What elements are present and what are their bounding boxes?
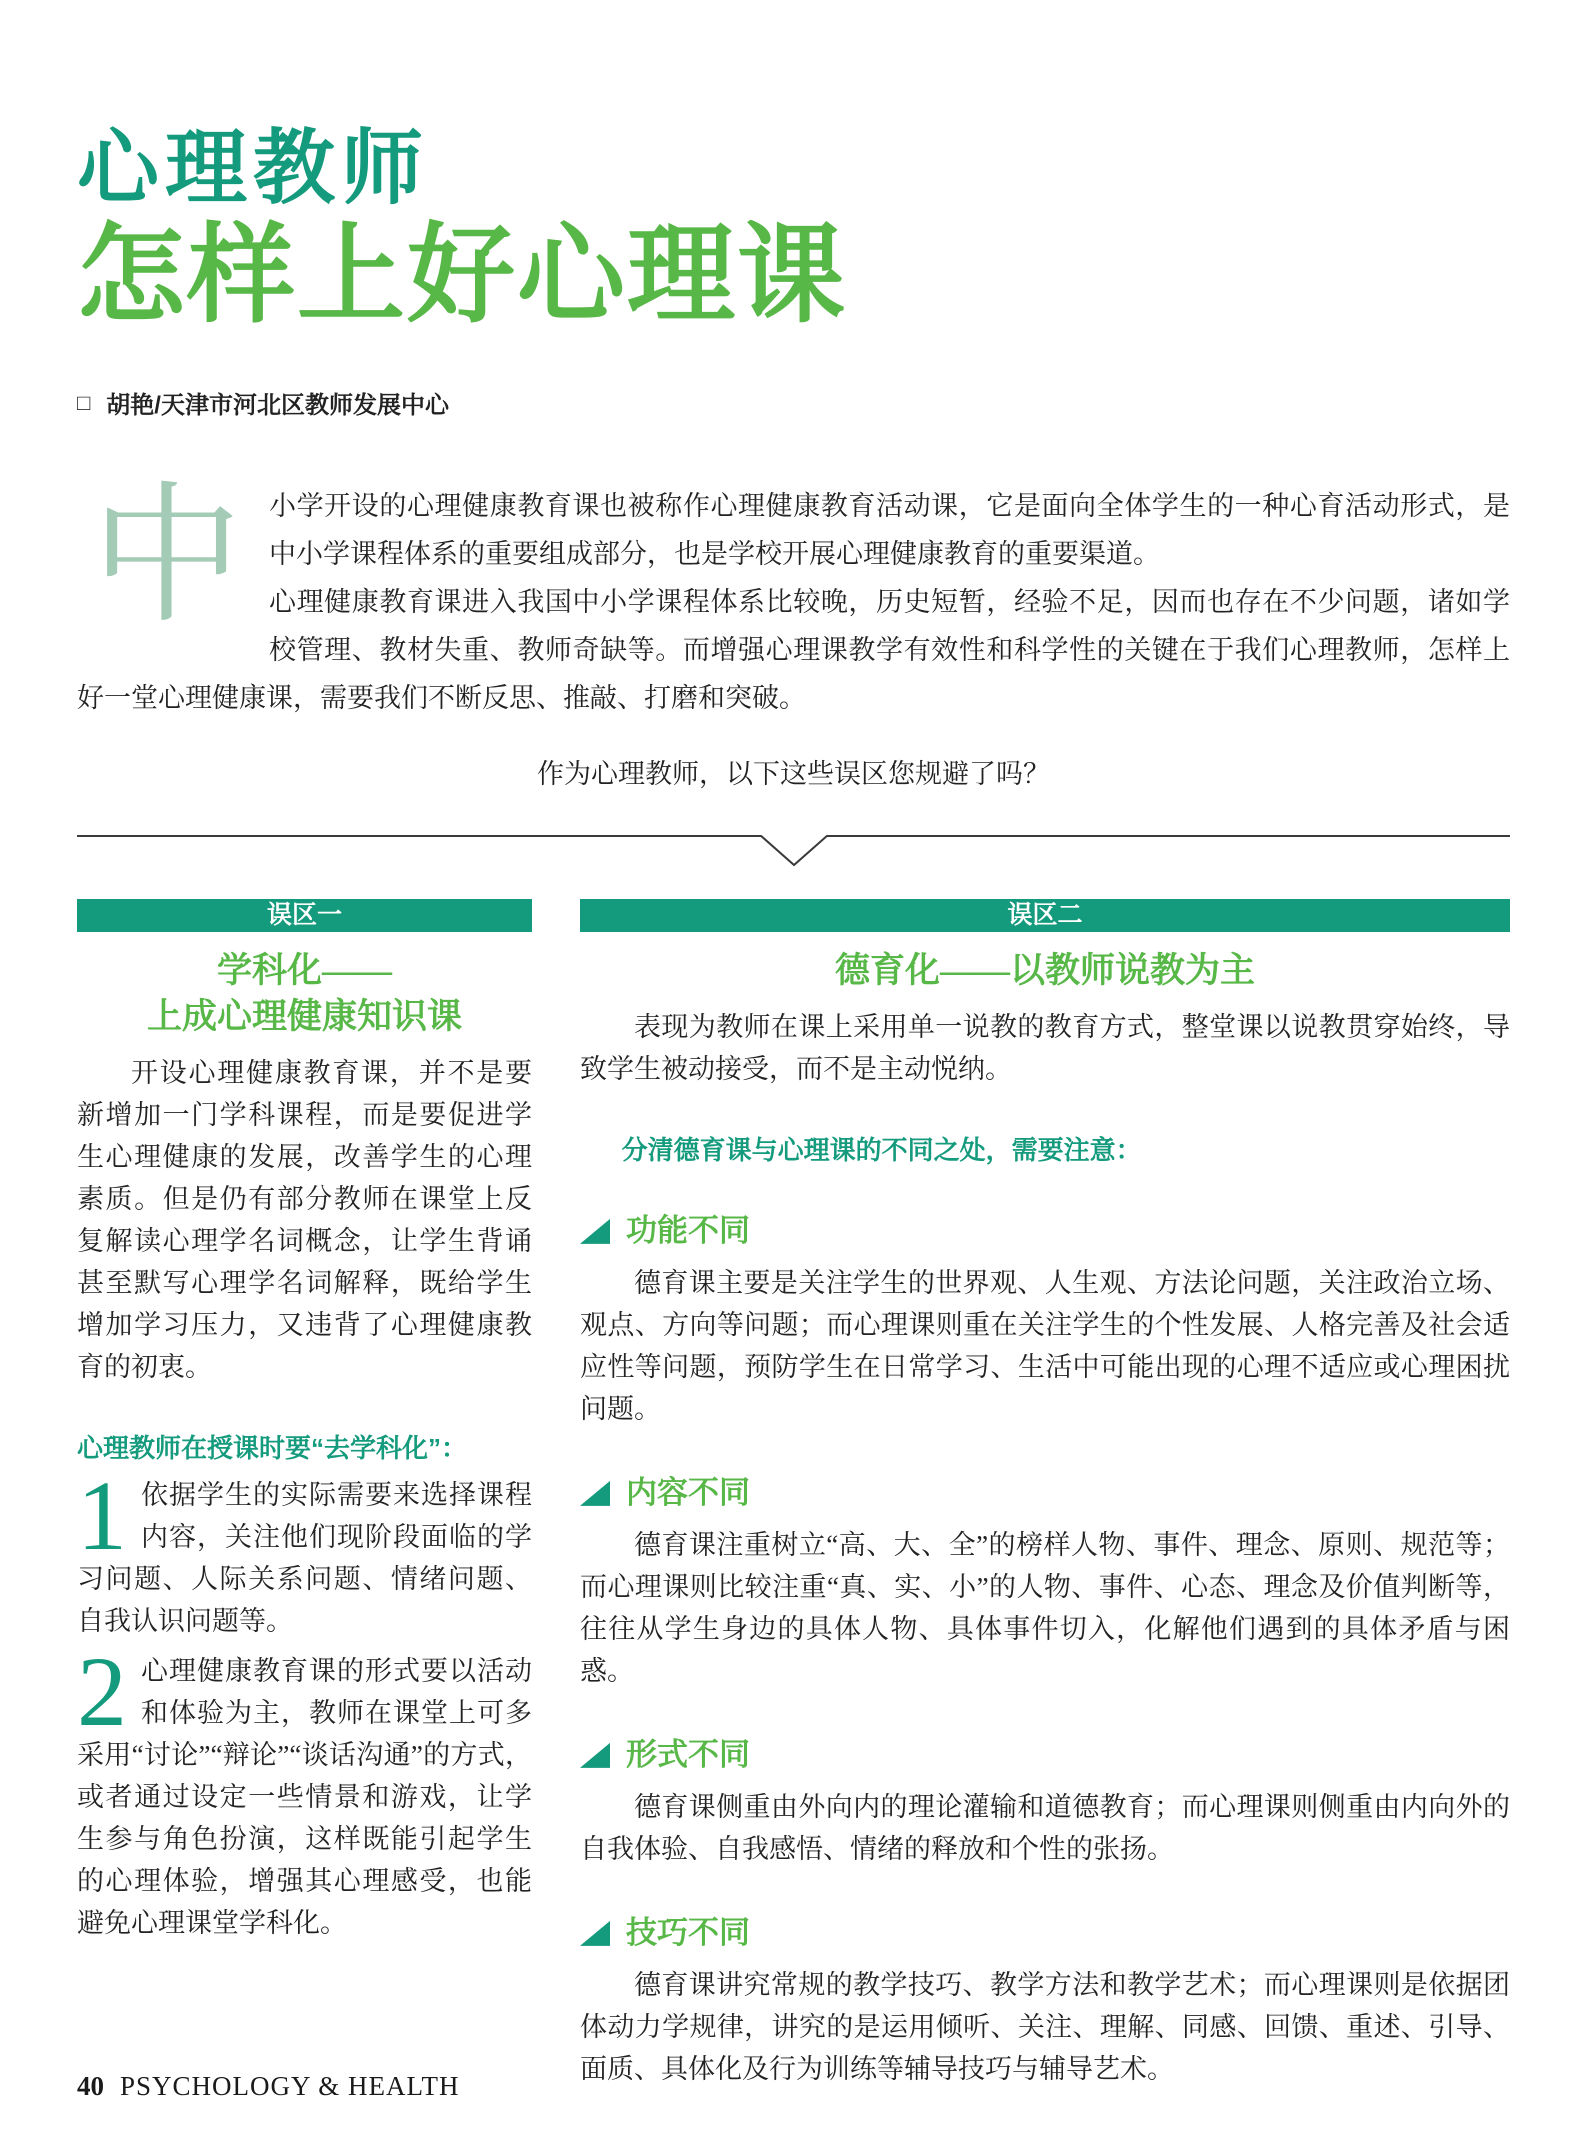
- divider-chevron-icon: [758, 835, 830, 874]
- difference-section-form: [580, 1738, 1510, 1870]
- page-title-kicker: 心理教师: [77, 123, 430, 214]
- misconception-1-badge: 误区一: [77, 899, 532, 932]
- title-block: [77, 0, 1510, 336]
- misconception-1-column: [77, 899, 532, 2090]
- misconception-1-title-line2: 上成心理健康知识课: [146, 997, 462, 1037]
- section-text: 德育课讲究常规的教学技巧、教学方法和教学艺术；而心理课则是依据团体动力学规律，讲究的是运用倾听、关注、理解、同感、回馈、重述、引导、面质、具体化及行为训练等辅导技巧与辅导艺术。: [580, 1970, 1510, 2085]
- item-2-text: 心理健康教育课的形式要以活动和体验为主，教师在课堂上可多采用“讨论”“辩论”“谈话沟通”的方式，或者通过设定一些情景和游戏，让学生参与角色扮演，这样既能引起学生的心理体验，增强其心理感受，也能避免心理课堂学科化。: [77, 1656, 532, 1939]
- two-column-layout: [77, 899, 1510, 2090]
- section-text: 德育课侧重由外向内的理论灌输和道德教育；而心理课则侧重由内向外的自我体验、自我感悟、情绪的释放和个性的张扬。: [580, 1792, 1510, 1865]
- author-marker-icon: □: [77, 389, 91, 415]
- triangle-bullet-icon: [580, 1921, 610, 1946]
- section-heading-row: [580, 1916, 1510, 1950]
- section-heading-label: 形式不同: [626, 1737, 750, 1773]
- item-2-numeral: 2: [77, 1636, 127, 1748]
- intro-paragraph-1: 小学开设的心理健康教育课也被称作心理健康教育活动课，它是面向全体学生的一种心育活动形式，是中小学课程体系的重要组成部分，也是学校开展心理健康教育的重要渠道。: [269, 491, 1510, 570]
- misconception-1-title-line1: 学科化——: [216, 951, 392, 991]
- triangle-bullet-icon: [580, 1481, 610, 1506]
- numbered-item-1: [77, 1460, 532, 1642]
- misconception-1-title: [77, 948, 532, 1040]
- misconception-1-subheading: 心理教师在授课时要“去学科化”：: [77, 1433, 468, 1464]
- section-heading-label: 功能不同: [626, 1213, 750, 1249]
- misconception-1-paragraph: 开设心理健康教育课，并不是要新增加一门学科课程，而是要促进学生心理健康的发展，改善学生的心理素质。但是仍有部分教师在课堂上反复解读心理学名词概念，让学生背诵甚至默写心理学名词解释，既给学生增加学习压力，又违背了心理健康教育的初衷。: [77, 1058, 532, 1383]
- difference-section-technique: [580, 1916, 1510, 2090]
- section-heading-row: [580, 1214, 1510, 1248]
- lead-question: 作为心理教师，以下这些误区您规避了吗？: [537, 759, 1050, 790]
- section-heading-row: [580, 1738, 1510, 1772]
- triangle-bullet-icon: [580, 1743, 610, 1768]
- section-divider: [77, 835, 1510, 869]
- misconception-2-column: [580, 899, 1510, 2090]
- page-title: 怎样上好心理课: [77, 217, 848, 336]
- misconception-2-paragraph: 表现为教师在课上采用单一说教的教育方式，整堂课以说教贯穿始终，导致学生被动接受，而不是主动悦纳。: [580, 1012, 1510, 1085]
- author-name: 胡艳/天津市河北区教师发展中心: [106, 392, 449, 420]
- page-number: 40: [77, 2071, 104, 2101]
- journal-name: PSYCHOLOGY & HEALTH: [120, 2071, 460, 2101]
- intro-paragraph-2: 心理健康教育课进入我国中小学课程体系比较晚，历史短暂，经验不足，因而也存在不少问题，诸如学校管理、教材失重、教师奇缺等。而增强心理课教学有效性和科学性的关键在于我们心理教师，怎样上好一堂心理健康课，需要我们不断反思、推敲、打磨和突破。: [77, 587, 1510, 714]
- numbered-item-2: [77, 1636, 532, 1944]
- item-1-numeral: 1: [77, 1460, 127, 1572]
- section-heading-label: 内容不同: [626, 1475, 750, 1511]
- item-1-text: 依据学生的实际需要来选择课程内容，关注他们现阶段面临的学习问题、人际关系问题、情绪问题、自我认识问题等。: [77, 1480, 532, 1637]
- section-text: 德育课主要是关注学生的世界观、人生观、方法论问题，关注政治立场、观点、方向等问题；而心理课则重在关注学生的个性发展、人格完善及社会适应性等问题，预防学生在日常学习、生活中可能出现的心理不适应或心理困扰问题。: [580, 1268, 1510, 1425]
- drop-cap: 中: [91, 473, 243, 642]
- misconception-2-title: 德育化——以教师说教为主: [834, 951, 1255, 991]
- triangle-bullet-icon: [580, 1219, 610, 1244]
- section-heading-row: [580, 1476, 1510, 1510]
- difference-section-content: [580, 1476, 1510, 1692]
- section-text: 德育课注重树立“高、大、全”的榜样人物、事件、理念、原则、规范等；而心理课则比较注重“真、实、小”的人物、事件、心态、理念及价值判断等，往往从学生身边的具体人物、具体事件切入，化解他们遇到的具体矛盾与困惑。: [580, 1530, 1510, 1687]
- difference-section-function: [580, 1214, 1510, 1430]
- misconception-2-subheading: 分清德育课与心理课的不同之处，需要注意：: [621, 1135, 1142, 1166]
- byline: [77, 385, 1510, 420]
- section-heading-label: 技巧不同: [626, 1915, 750, 1951]
- misconception-2-badge: 误区二: [580, 899, 1510, 932]
- page-footer: [77, 2071, 460, 2102]
- intro-section: [77, 473, 1510, 791]
